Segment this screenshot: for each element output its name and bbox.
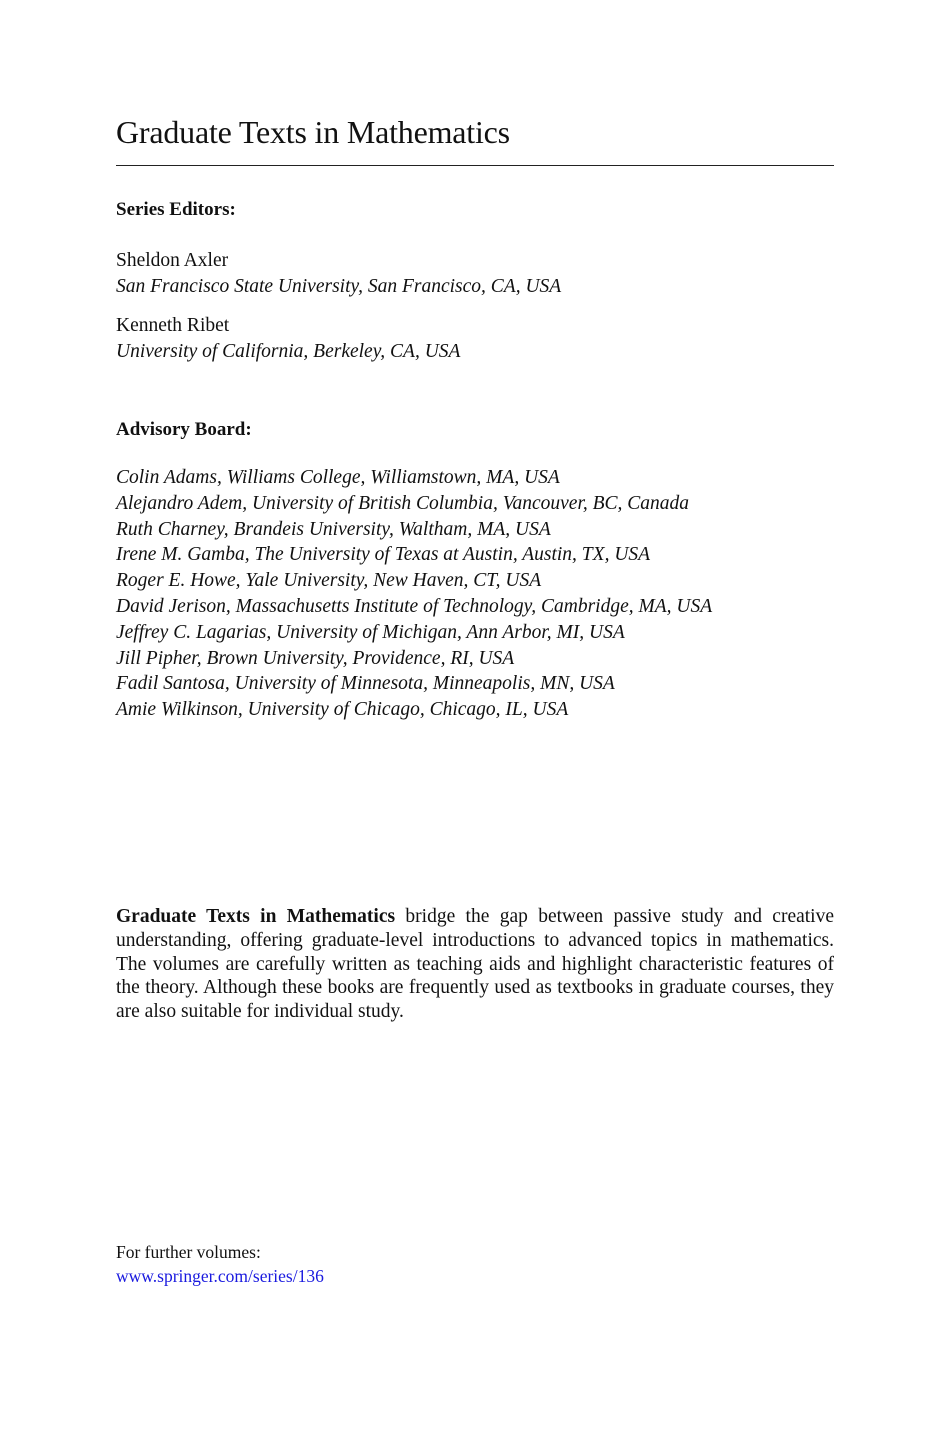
editor-entry	[116, 248, 561, 300]
series-title: Graduate Texts in Mathematics	[116, 114, 510, 150]
board-member: Irene M. Gamba, The University of Texas at Austin, Austin, TX, USA	[116, 544, 651, 566]
editor-name: Sheldon Axler	[116, 250, 229, 271]
board-member: Jeffrey C. Lagarias, University of Michigan, Ann Arbor, MI, USA	[116, 621, 625, 643]
series-description-lead: Graduate Texts in Mathematics	[116, 906, 396, 927]
board-member: Roger E. Howe, Yale University, New Haven, CT, USA	[116, 570, 542, 592]
board-member: David Jerison, Massachusetts Institute of Technology, Cambridge, MA, USA	[116, 595, 713, 617]
editor-entry	[116, 313, 460, 365]
series-link[interactable]: www.springer.com/series/136	[116, 1266, 324, 1286]
title-rule-divider	[116, 165, 834, 166]
board-member: Alejandro Adem, University of British Columbia, Vancouver, BC, Canada	[116, 492, 690, 514]
further-volumes-label: For further volumes:	[116, 1242, 261, 1262]
board-member: Fadil Santosa, University of Minnesota, Minneapolis, MN, USA	[116, 673, 615, 695]
series-description-body: bridge the gap between passive study and creative understanding, offering graduate-level introductions to advanced topics in mathematics. The volumes are carefully written as teaching aids and highlight characteristic features of the theory. Although these books are frequently used as textbooks in graduate courses, they are also suitable for individual study.	[116, 906, 835, 1023]
further-volumes	[116, 1240, 324, 1288]
board-member: Colin Adams, Williams College, Williamstown, MA, USA	[116, 467, 560, 488]
editor-affiliation: San Francisco State University, San Francisco, CA, USA	[116, 276, 562, 297]
editor-name: Kenneth Ribet	[116, 315, 230, 336]
advisory-board-list	[116, 465, 712, 723]
board-member: Ruth Charney, Brandeis University, Waltham, MA, USA	[116, 518, 551, 540]
board-member: Amie Wilkinson, University of Chicago, Chicago, IL, USA	[116, 699, 569, 721]
board-member: Jill Pipher, Brown University, Providence, RI, USA	[116, 647, 515, 669]
series-description	[116, 905, 834, 1024]
series-editors-heading: Series Editors:	[116, 199, 236, 220]
editor-affiliation: University of California, Berkeley, CA, USA	[116, 341, 461, 362]
advisory-board-heading: Advisory Board:	[116, 419, 252, 440]
